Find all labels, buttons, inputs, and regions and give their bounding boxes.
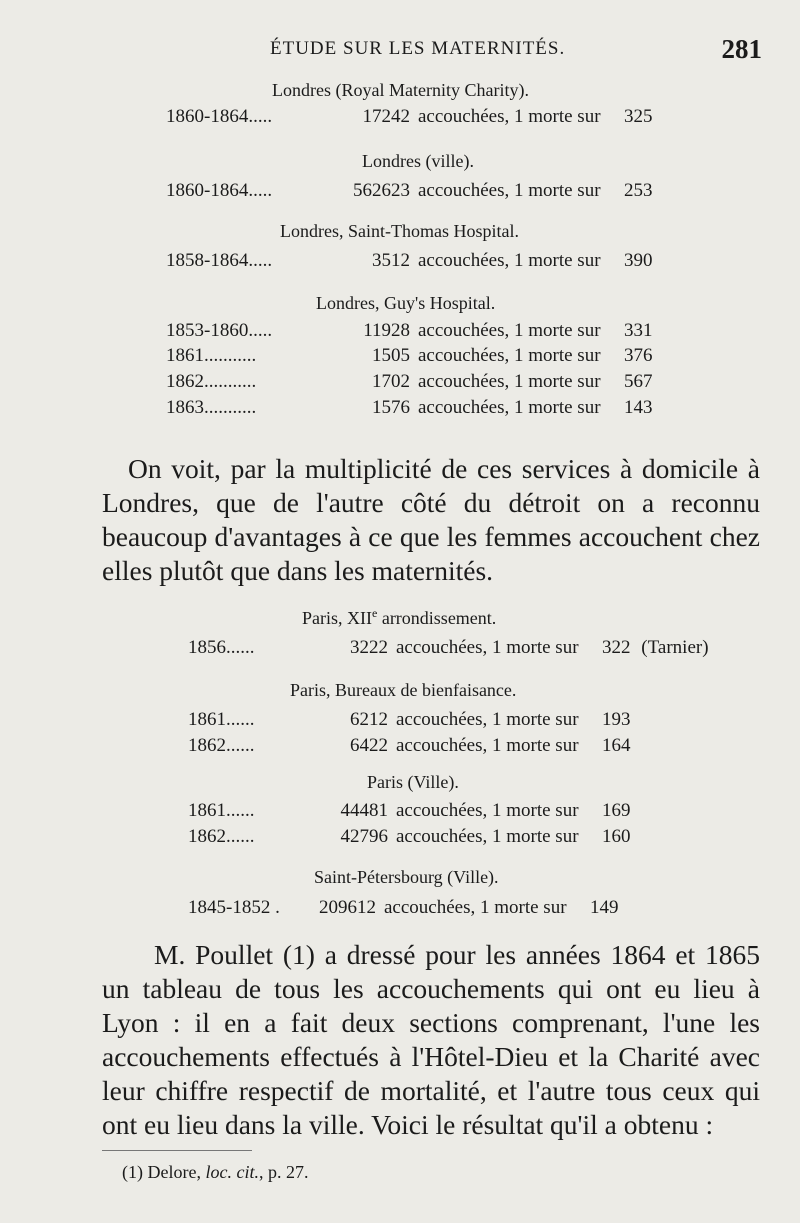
row-ratio: 322: [602, 637, 631, 658]
row-ratio: 169: [602, 800, 631, 821]
row-desc: accouchées, 1 morte sur: [418, 106, 601, 127]
row-births: 1576: [372, 397, 410, 418]
row-ratio: 143: [624, 397, 653, 418]
row-ratio: 164: [602, 735, 631, 756]
table-row: [188, 826, 631, 848]
row-period: 1863...........: [166, 397, 257, 418]
row-births: 11928: [363, 320, 410, 341]
row-ratio: 149: [590, 897, 619, 918]
group-title: Londres, Saint-Thomas Hospital.: [280, 221, 519, 241]
row-desc: accouchées, 1 morte sur: [418, 397, 601, 418]
table-row: [188, 897, 619, 919]
row-period: 1853-1860.....: [166, 320, 273, 341]
row-ratio: 567: [624, 371, 653, 392]
row-period: 1861......: [188, 800, 255, 821]
row-note: (Tarnier): [641, 637, 709, 658]
row-births: 1702: [372, 371, 410, 392]
row-births: 562623: [353, 180, 410, 201]
row-period: 1860-1864.....: [166, 106, 273, 127]
group-title: Paris, Bureaux de bienfaisance.: [290, 680, 517, 700]
table-row: [188, 709, 631, 731]
row-desc: accouchées, 1 morte sur: [418, 371, 601, 392]
body-paragraph: M. Poullet (1) a dressé pour les années 1864 et 1865 un tableau de tous les accouchements qui ont eu lieu à Lyon : il en a fait deux sections comprenant, l'une les accouchements effectués à l'Hôtel-Dieu et la Charité avec leur chiffre respectif de mortalité, et l'autre tous ceux qui ont eu lieu dans la ville. Voici le résultat qu'il a obtenu :: [102, 939, 760, 1140]
row-ratio: 253: [624, 180, 653, 201]
body-paragraph: On voit, par la multiplicité de ces services à domicile à Londres, que de l'autre côté du détroit on a reconnu beaucoup d'avantages à ce que les femmes accouchent chez elles plutôt que dans les maternités.: [102, 453, 760, 586]
footnote-text: (1) Delore,: [122, 1162, 201, 1182]
group-title: Paris, XIIe arrondissement.: [302, 606, 497, 628]
group-title: Paris (Ville).: [367, 772, 459, 792]
row-births: 3222: [350, 637, 388, 658]
row-ratio: 325: [624, 106, 653, 127]
table-row: [166, 320, 653, 342]
table-row: [166, 106, 653, 128]
row-ratio: 390: [624, 250, 653, 271]
page-number: 281: [721, 34, 762, 64]
row-period: 1861...........: [166, 345, 257, 366]
footnote-ref: loc. cit.: [205, 1162, 259, 1182]
row-births: 1505: [372, 345, 410, 366]
row-births: 209612: [319, 897, 376, 918]
row-desc: accouchées, 1 morte sur: [396, 637, 579, 658]
row-births: 3512: [372, 250, 410, 271]
table-row: [188, 800, 631, 822]
row-desc: accouchées, 1 morte sur: [384, 897, 567, 918]
group-title: Londres (ville).: [362, 151, 474, 171]
row-births: 6422: [350, 735, 388, 756]
page-header: [0, 34, 800, 68]
row-desc: accouchées, 1 morte sur: [396, 826, 579, 847]
row-births: 17242: [362, 106, 410, 127]
row-period: 1861......: [188, 709, 255, 730]
row-period: 1862...........: [166, 371, 257, 392]
table-row: [166, 345, 653, 367]
row-ratio: 193: [602, 709, 631, 730]
row-desc: accouchées, 1 morte sur: [418, 250, 601, 271]
row-births: 6212: [350, 709, 388, 730]
row-period: 1860-1864.....: [166, 180, 273, 201]
running-title: ÉTUDE SUR LES MATERNITÉS.: [270, 38, 566, 59]
row-period: 1862......: [188, 826, 255, 847]
row-desc: accouchées, 1 morte sur: [396, 800, 579, 821]
group-title: Londres (Royal Maternity Charity).: [272, 80, 529, 100]
row-period: 1862......: [188, 735, 255, 756]
row-ratio: 160: [602, 826, 631, 847]
table-row: [166, 250, 653, 272]
row-desc: accouchées, 1 morte sur: [418, 180, 601, 201]
row-desc: accouchées, 1 morte sur: [396, 709, 579, 730]
row-desc: accouchées, 1 morte sur: [418, 320, 601, 341]
row-period: 1856......: [188, 637, 255, 658]
table-row: [188, 735, 631, 757]
group-title: Londres, Guy's Hospital.: [316, 293, 496, 313]
table-row: [166, 371, 653, 393]
row-period: 1858-1864.....: [166, 250, 273, 271]
row-births: 44481: [340, 800, 388, 821]
table-row: [166, 180, 653, 202]
group-title: Saint-Pétersbourg (Ville).: [314, 867, 499, 887]
footnote: [122, 1162, 308, 1183]
table-row: [166, 397, 653, 419]
row-ratio: 376: [624, 345, 653, 366]
row-births: 42796: [340, 826, 388, 847]
row-period: 1845-1852 .: [188, 897, 280, 918]
table-row: [188, 637, 709, 659]
row-ratio: 331: [624, 320, 653, 341]
row-desc: accouchées, 1 morte sur: [396, 735, 579, 756]
footnote-separator: [102, 1150, 252, 1151]
row-desc: accouchées, 1 morte sur: [418, 345, 601, 366]
footnote-page: , p. 27.: [258, 1162, 309, 1182]
